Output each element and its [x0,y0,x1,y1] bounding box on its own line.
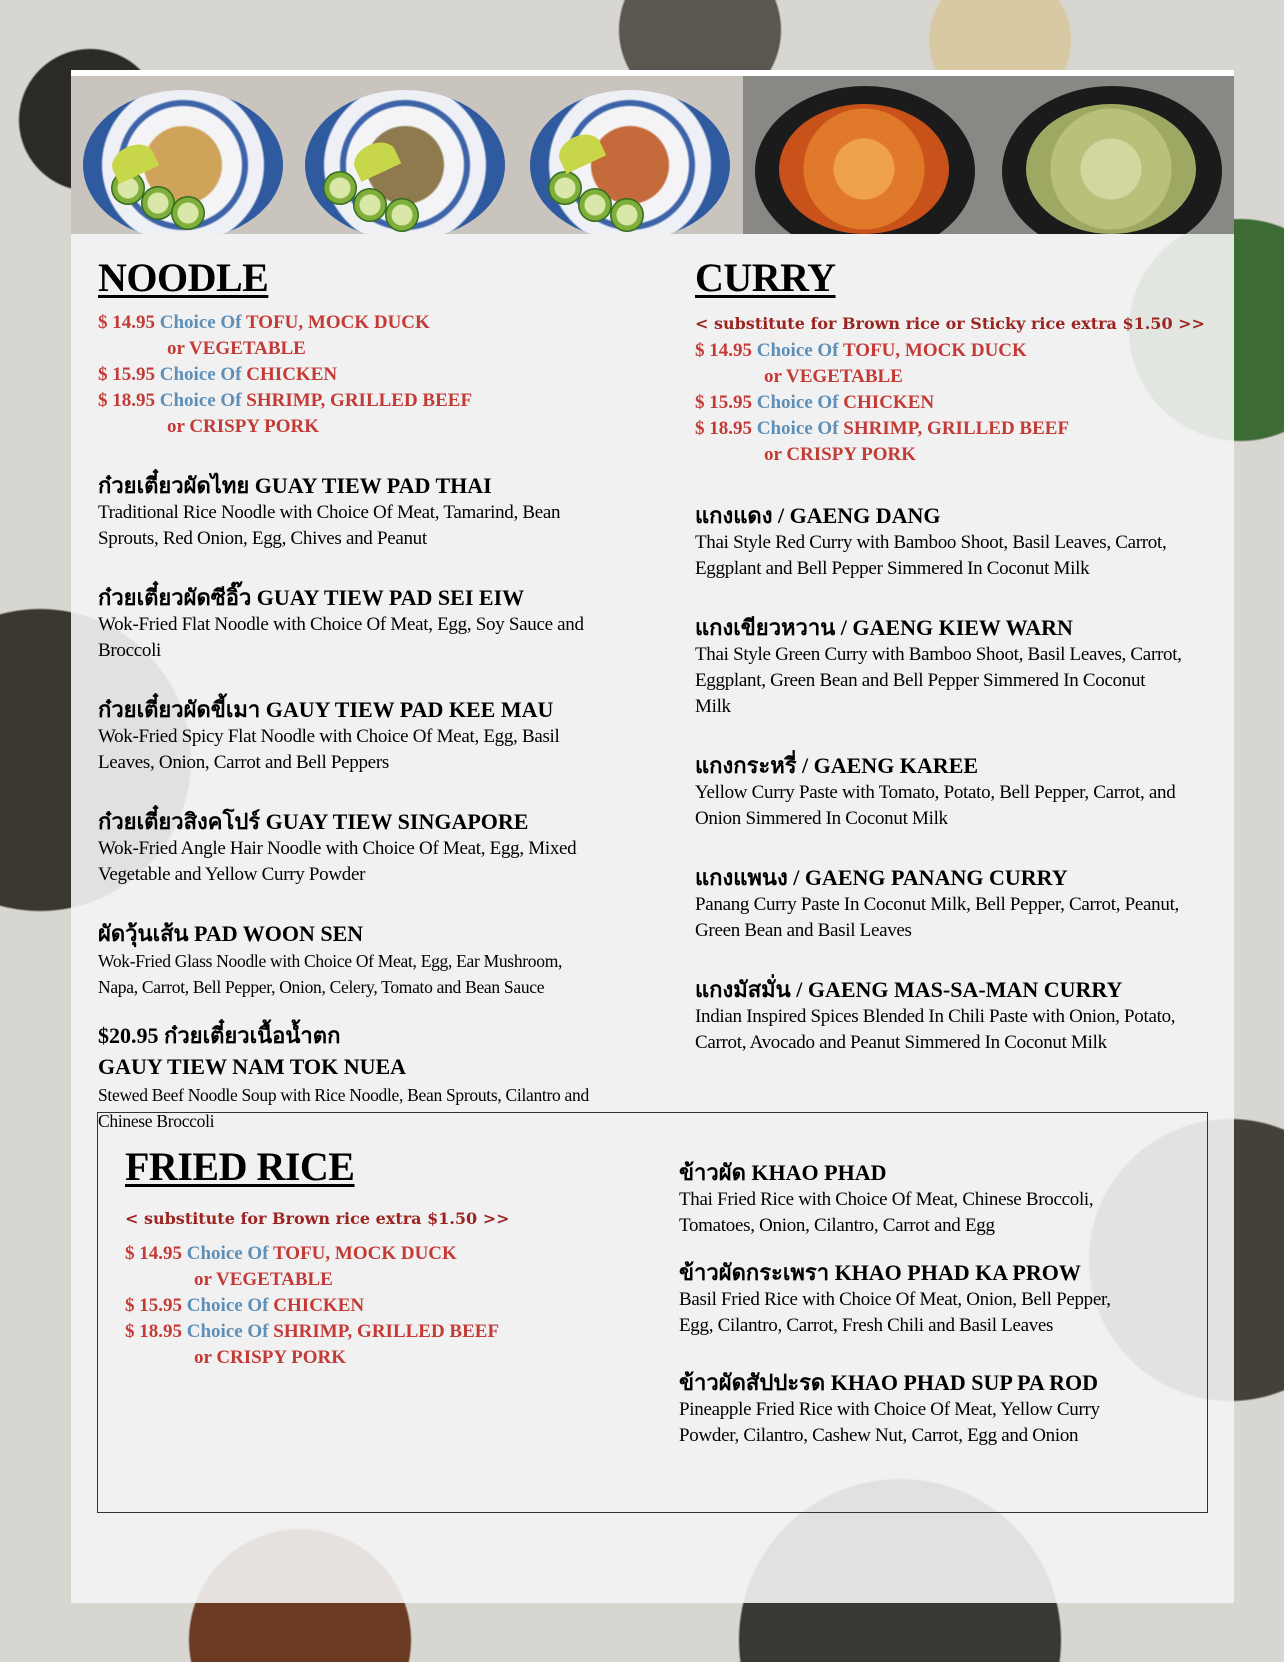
item-description: Panang Curry Paste In Coconut Milk, Bell Pepper, Carrot, Peanut, Green Bean and Basil Leaves [695,894,1179,941]
item-name: แกงมัสมั่น / GAENG MAS-SA-MAN CURRY [695,977,1123,1002]
item-description: Thai Fried Rice with Choice Of Meat, Chinese Broccoli, Tomatoes, Onion, Cilantro, Carrot and Egg [679,1189,1094,1236]
fried-rice-section-title: FRIED RICE [125,1144,355,1189]
menu-item [679,1259,1149,1339]
menu-item [98,584,598,664]
price-row: $ 18.95 Choice Of SHRIMP, GRILLED BEEF [98,390,473,411]
item-description: Stewed Beef Noodle Soup with Rice Noodle, Bean Sprouts, Cilantro and Chinese Broccoli [98,1085,589,1131]
item-name: แกงกระหรี่ / GAENG KAREE [695,753,979,778]
item-name: แกงแดง / GAENG DANG [695,503,941,528]
noodle-section-title: NOODLE [98,255,269,300]
menu-item [695,614,1185,720]
price-row-continued: or VEGETABLE [194,1269,333,1290]
item-name: แกงเขียวหวาน / GAENG KIEW WARN [695,615,1073,640]
item-description: Yellow Curry Paste with Tomato, Potato, Bell Pepper, Carrot, and Onion Simmered In Coconut Milk [695,782,1176,829]
item-name: ก๋วยเตี๋ยวผัดไทย GUAY TIEW PAD THAI [98,473,492,498]
fried-rice-price-list [125,1241,499,1371]
price-row-continued: or VEGETABLE [167,338,306,359]
item-description: Wok-Fried Angle Hair Noodle with Choice Of Meat, Egg, Mixed Vegetable and Yellow Curry Powder [98,838,577,885]
item-name: ข้าวผัด KHAO PHAD [679,1160,887,1185]
price-row: $ 14.95 Choice Of TOFU, MOCK DUCK [98,312,430,333]
price-row-continued: or CRISPY PORK [194,1347,346,1368]
item-name: ก๋วยเตี๋ยวสิงคโปร์ GUAY TIEW SINGAPORE [98,809,529,834]
menu-item [695,864,1185,944]
price-row: $ 18.95 Choice Of SHRIMP, GRILLED BEEF [125,1321,500,1342]
fried-rice-plate-photo [518,76,743,234]
price-row-continued: or VEGETABLE [764,366,903,387]
item-description: Indian Inspired Spices Blended In Chili Paste with Onion, Potato, Carrot, Avocado and Peanut Simmered In Coconut Milk [695,1006,1176,1053]
fried-rice-section [97,1112,1208,1513]
red-curry-bowl-photo [743,76,986,234]
curry-substitute-note: < substitute for Brown rice or Sticky rice extra $1.50 >> [695,314,1205,333]
item-name: ข้าวผัดสัปปะรด KHAO PHAD SUP PA ROD [679,1370,1098,1395]
item-name: ก๋วยเตี๋ยวผัดขี้เมา GAUY TIEW PAD KEE MAU [98,697,554,722]
menu-item [679,1159,1149,1239]
price-row: $ 15.95 Choice Of CHICKEN [125,1295,365,1316]
price-row: $ 15.95 Choice Of CHICKEN [695,392,935,413]
menu-item [98,920,598,1000]
photo-strip [71,76,1234,234]
item-description: Wok-Fried Flat Noodle with Choice Of Meat, Egg, Soy Sauce and Broccoli [98,614,584,661]
item-name: $20.95 ก๋วยเตี๋ยวเนื้อน้ำตก [98,1023,341,1048]
item-name: ผัดวุ้นเส้น PAD WOON SEN [98,921,364,946]
price-row-continued: or CRISPY PORK [167,416,319,437]
fried-rice-plate-photo [293,76,518,234]
menu-item [679,1369,1149,1449]
curry-price-list [695,338,1069,468]
menu-item [98,808,598,888]
price-row: $ 18.95 Choice Of SHRIMP, GRILLED BEEF [695,418,1070,439]
item-description: Thai Style Green Curry with Bamboo Shoot, Basil Leaves, Carrot, Eggplant, Green Bean and Bell Pepper Simmered In Coconut Milk [695,644,1182,717]
menu-panel [71,70,1234,1603]
price-row-continued: or CRISPY PORK [764,444,916,465]
menu-item [695,752,1195,832]
fried-rice-substitute-note: < substitute for Brown rice extra $1.50 >> [125,1209,510,1228]
price-row: $ 14.95 Choice Of TOFU, MOCK DUCK [125,1243,457,1264]
menu-item [98,696,598,776]
item-description: Thai Style Red Curry with Bamboo Shoot, Basil Leaves, Carrot, Eggplant and Bell Pepper Simmered In Coconut Milk [695,532,1167,579]
item-description: Basil Fried Rice with Choice Of Meat, Onion, Bell Pepper, Egg, Cilantro, Carrot, Fresh Chili and Basil Leaves [679,1289,1111,1336]
item-name: ก๋วยเตี๋ยวผัดซีอิ๊ว GUAY TIEW PAD SEI EIW [98,585,525,610]
item-name: แกงแพนง / GAENG PANANG CURRY [695,865,1068,890]
green-curry-bowl-photo [986,76,1234,234]
item-name-english: GAUY TIEW NAM TOK NUEA [98,1054,407,1079]
item-description: Wok-Fried Glass Noodle with Choice Of Meat, Egg, Ear Mushroom, Napa, Carrot, Bell Pepper, Onion, Celery, Tomato and Bean Sauce [98,951,563,997]
item-description: Wok-Fried Spicy Flat Noodle with Choice Of Meat, Egg, Basil Leaves, Onion, Carrot and Bell Peppers [98,726,560,773]
item-name: ข้าวผัดกระเพรา KHAO PHAD KA PROW [679,1260,1081,1285]
curry-section-title: CURRY [695,255,836,300]
noodle-price-list [98,310,472,440]
price-row: $ 14.95 Choice Of TOFU, MOCK DUCK [695,340,1027,361]
fried-rice-plate-photo [71,76,293,234]
item-description: Pineapple Fried Rice with Choice Of Meat, Yellow Curry Powder, Cilantro, Cashew Nut, Carrot, Egg and Onion [679,1399,1100,1446]
menu-item [98,472,598,552]
menu-item [695,502,1215,582]
price-row: $ 15.95 Choice Of CHICKEN [98,364,338,385]
menu-item [695,976,1215,1056]
item-description: Traditional Rice Noodle with Choice Of Meat, Tamarind, Bean Sprouts, Red Onion, Egg, Chives and Peanut [98,502,561,549]
